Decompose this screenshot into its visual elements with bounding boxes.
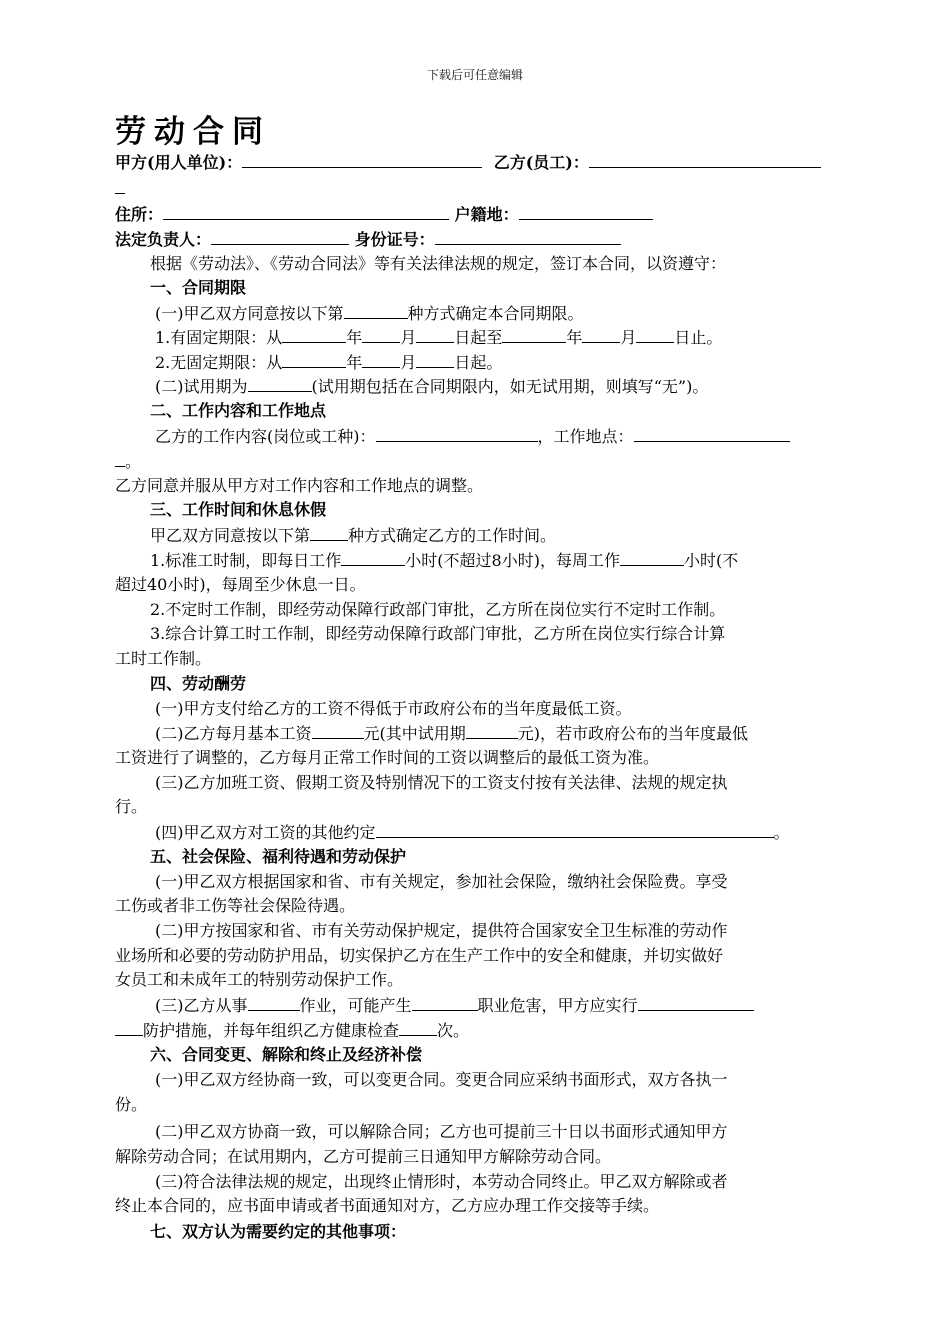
open-end-text: 日起。 — [454, 353, 503, 372]
weekly-hours-field[interactable] — [620, 548, 684, 566]
s2-content-line — [155, 424, 895, 449]
address-field[interactable] — [163, 202, 449, 220]
work-place-field[interactable] — [634, 424, 790, 442]
s4-p2-line — [155, 721, 895, 746]
s4-p4b: 。 — [773, 823, 790, 842]
s1-trial-note: (试用期包括在合同期限内，如无试用期，则填写“无”)。 — [311, 377, 709, 396]
parties-line — [115, 150, 855, 175]
s4-p2b: 元(其中试用期 — [363, 724, 466, 743]
address-label: 住所： — [115, 205, 164, 224]
s3-comprehensive-b: 工时工作制。 — [115, 649, 212, 668]
s1-fixed-label: 1.有固定期限：从 — [155, 328, 283, 347]
protection-measure-field-overflow[interactable] — [115, 1018, 143, 1036]
s5-p3-cont — [115, 1018, 855, 1043]
s5-p3a: (三)乙方从事 — [155, 996, 248, 1015]
household-label: 户籍地： — [454, 205, 519, 224]
s1-open-label: 2.无固定期限：从 — [155, 353, 283, 372]
s5-p1b: 工伤或者非工伤等社会保险待遇。 — [115, 896, 356, 915]
other-salary-terms-field[interactable] — [376, 820, 774, 838]
s6-p2b: 解除劳动合同；在试用期内，乙方可提前三日通知甲方解除劳动合同。 — [115, 1147, 612, 1166]
s5-p1a: (一)甲乙双方根据国家和省、市有关规定，参加社会保险，缴纳社会保险费。享受 — [155, 872, 728, 891]
s3-irregular: 2.不定时工作制，即经劳动保障行政部门审批，乙方所在岗位实行不定时工作制。 — [150, 600, 726, 619]
s6-p3b: 终止本合同的，应书面申请或者书面通知对方，乙方应办理工作交接等手续。 — [115, 1196, 660, 1215]
s2-agree-text: 乙方同意并服从甲方对工作内容和工作地点的调整。 — [115, 476, 484, 495]
s1-choice-line — [155, 301, 895, 326]
s1-p1b: 种方式确定本合同期限。 — [407, 304, 584, 323]
header-note: 下载后可任意编辑 — [426, 68, 523, 82]
household-field[interactable] — [519, 202, 653, 220]
s5-p3c: 职业危害，甲方应实行 — [477, 996, 638, 1015]
s5-p2c: 女员工和未成年工的特别劳动保护工作。 — [115, 970, 404, 989]
s1-p1a: (一)甲乙双方同意按以下第 — [155, 304, 344, 323]
s5-p3e: 次。 — [437, 1021, 470, 1040]
month-text: 月 — [400, 328, 417, 347]
section-5-heading: 五、社会保险、福利待遇和劳动保护 — [150, 847, 407, 866]
party-a-label: 甲方(用人单位)： — [115, 153, 243, 172]
s3-choice-field[interactable] — [310, 523, 348, 541]
s2-period: 。 — [125, 452, 142, 471]
s3-standard-cont: 超过40小时)，每周至少休息一日。 — [115, 575, 366, 594]
party-b-field-overflow[interactable] — [115, 176, 125, 194]
s6-p1b: 份。 — [115, 1095, 148, 1114]
s6-p2a: (二)甲乙双方协商一致，可以解除合同；乙方也可提前三十日以书面形式通知甲方 — [155, 1122, 728, 1141]
s4-p3a: (三)乙方加班工资、假期工资及特别情况下的工资支付按有关法律、法规的规定执 — [155, 773, 728, 792]
trial-period-field[interactable] — [248, 374, 312, 392]
fixed-end-day[interactable] — [636, 325, 674, 343]
open-start-year[interactable] — [282, 350, 346, 368]
s4-p2d: 工资进行了调整的，乙方每月正常工作时间的工资以调整后的最低工资为准。 — [115, 748, 660, 767]
work-place-field-overflow[interactable] — [115, 449, 125, 467]
party-b-field[interactable] — [589, 150, 821, 168]
fixed-start-day[interactable] — [416, 325, 454, 343]
party-b-label: 乙方(员工)： — [493, 153, 589, 172]
day-end-text: 日止。 — [674, 328, 723, 347]
year-text: 年 — [346, 328, 363, 347]
s5-p3d: 防护措施，并每年组织乙方健康检查 — [143, 1021, 400, 1040]
work-content-label: 乙方的工作内容(岗位或工种)： — [155, 427, 376, 446]
s3-std-a: 1.标准工时制，即每日工作 — [150, 551, 342, 570]
s3-p1b: 种方式确定乙方的工作时间。 — [348, 526, 557, 545]
month-text: 月 — [620, 328, 637, 347]
s4-p4-line — [155, 820, 895, 845]
base-salary-field[interactable] — [312, 721, 364, 739]
health-check-count-field[interactable] — [399, 1018, 437, 1036]
work-type-field[interactable] — [248, 993, 300, 1011]
protection-measure-field[interactable] — [638, 993, 754, 1011]
s1-choice-field[interactable] — [344, 301, 408, 319]
section-6-heading: 六、合同变更、解除和终止及经济补偿 — [150, 1045, 423, 1064]
month-text: 月 — [400, 353, 417, 372]
daily-hours-field[interactable] — [341, 548, 405, 566]
id-field[interactable] — [435, 227, 621, 245]
s5-p3b: 作业，可能产生 — [299, 996, 412, 1015]
s1-open-line — [155, 350, 895, 375]
s6-p3a: (三)符合法律法规的规定，出现终止情形时，本劳动合同终止。甲乙双方解除或者 — [155, 1172, 728, 1191]
legal-rep-line — [115, 227, 855, 252]
section-2-heading: 二、工作内容和工作地点 — [150, 401, 327, 420]
legal-rep-label: 法定负责人： — [115, 230, 212, 249]
s1-fixed-line — [155, 325, 895, 350]
s2-overflow-line — [115, 449, 855, 474]
s3-std-c: 小时(不 — [683, 551, 739, 570]
day-from-text: 日起至 — [454, 328, 503, 347]
parties-overflow — [115, 176, 855, 201]
trial-salary-field[interactable] — [466, 721, 518, 739]
fixed-end-year[interactable] — [502, 325, 566, 343]
fixed-start-year[interactable] — [282, 325, 346, 343]
s3-standard-line — [150, 548, 890, 573]
section-3-heading: 三、工作时间和休息休假 — [150, 500, 327, 519]
s3-p1a: 甲乙双方同意按以下第 — [150, 526, 311, 545]
s5-p2a: (二)甲方按国家和省、市有关劳动保护规定，提供符合国家安全卫生标准的劳动作 — [155, 921, 728, 940]
work-place-label: ，工作地点： — [537, 427, 634, 446]
s4-p3b: 行。 — [115, 797, 148, 816]
year-text: 年 — [346, 353, 363, 372]
s4-p2c: 元)，若市政府公布的当年度最低 — [517, 724, 748, 743]
s4-p2a: (二)乙方每月基本工资 — [155, 724, 312, 743]
s6-p1a: (一)甲乙双方经协商一致，可以变更合同。变更合同应采纳书面形式，双方各执一 — [155, 1070, 728, 1089]
section-1-heading: 一、合同期限 — [150, 278, 247, 297]
party-a-field[interactable] — [242, 150, 482, 168]
fixed-end-month[interactable] — [582, 325, 620, 343]
s5-p2b: 业场所和必要的劳动防护用品，切实保护乙方在生产工作中的安全和健康，并切实做好 — [115, 946, 724, 965]
work-content-field[interactable] — [376, 424, 538, 442]
section-7-heading: 七、双方认为需要约定的其他事项： — [150, 1222, 407, 1241]
fixed-start-month[interactable] — [362, 325, 400, 343]
s3-std-b: 小时(不超过8小时)，每周工作 — [405, 551, 620, 570]
s1-trial-line — [155, 374, 895, 399]
id-label: 身份证号： — [354, 230, 435, 249]
s3-comprehensive-a: 3.综合计算工时工作制，即经劳动保障行政部门审批，乙方所在岗位实行综合计算 — [150, 624, 726, 643]
s4-p4a: (四)甲乙双方对工资的其他约定 — [155, 823, 376, 842]
s4-p1: (一)甲方支付给乙方的工资不得低于市政府公布的当年度最低工资。 — [155, 699, 632, 718]
open-start-month[interactable] — [362, 350, 400, 368]
open-start-day[interactable] — [416, 350, 454, 368]
section-4-heading: 四、劳动酬劳 — [150, 674, 247, 693]
s1-trial-label: (二)试用期为 — [155, 377, 248, 396]
occupational-hazard-field[interactable] — [412, 993, 478, 1011]
s3-choice-line — [150, 523, 890, 548]
s5-p3-line — [155, 993, 895, 1018]
intro-text: 根据《劳动法》、《劳动合同法》等有关法律法规的规定，签订本合同，以资遵守： — [150, 254, 727, 273]
legal-rep-field[interactable] — [211, 227, 349, 245]
page-title: 劳动合同 — [115, 114, 271, 150]
address-line — [115, 202, 855, 227]
year-text: 年 — [566, 328, 583, 347]
